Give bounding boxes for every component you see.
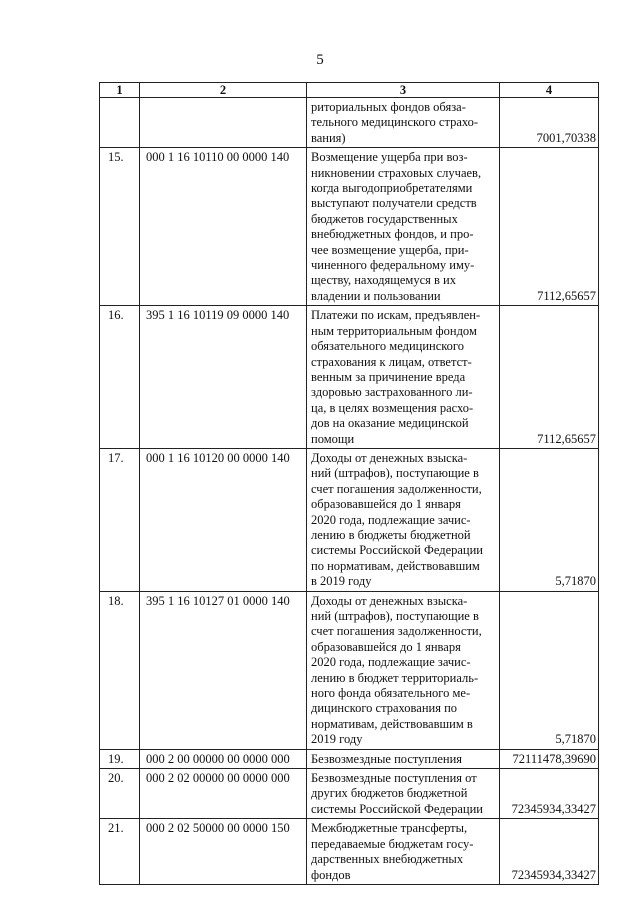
description-line: дицинского страхования по — [311, 701, 458, 716]
description-line: ществу, находящемуся в их — [311, 273, 456, 288]
amount: 72111478,39690 — [500, 749, 599, 768]
budget-code: 000 2 00 00000 00 0000 000 — [140, 749, 307, 768]
page-number: 5 — [316, 52, 324, 68]
description-line: вания) — [311, 130, 346, 145]
row-number — [100, 98, 140, 148]
description-line: передаваемые бюджетам госу- — [311, 836, 474, 851]
description-line: дов на оказание медицинской — [311, 416, 469, 431]
table-row — [100, 591, 599, 749]
description-line: Безвозмездные поступления — [311, 751, 463, 766]
description-line: системы Российской Федерации — [311, 543, 483, 558]
budget-code: 395 1 16 10119 09 0000 140 — [140, 306, 307, 449]
budget-code — [140, 98, 307, 148]
description-line: лению в бюджеты бюджетной — [311, 527, 471, 542]
description-line: бюджетов государственных — [311, 211, 458, 226]
revenue-description — [307, 819, 500, 885]
row-number: 18. — [100, 591, 140, 749]
description-line: дарственных внебюджетных — [311, 852, 464, 867]
revenue-description — [307, 591, 500, 749]
revenue-description — [307, 306, 500, 449]
description-line: венным за причинение вреда — [311, 369, 466, 384]
description-line: помощи — [311, 431, 355, 446]
description-line: фондов — [311, 867, 351, 882]
description-line: Безвозмездные поступления от — [311, 771, 477, 786]
column-header: 2 — [140, 83, 307, 98]
table-row — [100, 819, 599, 885]
description-line: здоровью застрахованного ли- — [311, 385, 473, 400]
amount: 5,71870 — [500, 591, 599, 749]
table-row — [100, 306, 599, 449]
description-line: Платежи по искам, предъявлен- — [311, 308, 481, 323]
description-line: ного фонда обязательного ме- — [311, 686, 471, 701]
column-header: 3 — [307, 83, 500, 98]
table-row — [100, 749, 599, 768]
revenue-description — [307, 148, 500, 306]
description-line: 2020 года, подлежащие зачис- — [311, 512, 471, 527]
description-line: Межбюджетные трансферты, — [311, 821, 468, 836]
description-line: образовавшейся до 1 января — [311, 497, 461, 512]
revenue-description — [307, 769, 500, 819]
row-number: 19. — [100, 749, 140, 768]
column-header: 1 — [100, 83, 140, 98]
description-line: образовавшейся до 1 января — [311, 639, 461, 654]
description-line: Доходы от денежных взыска- — [311, 450, 468, 465]
amount: 7112,65657 — [500, 148, 599, 306]
description-line: ным территориальным фондом — [311, 323, 477, 338]
revenue-description — [307, 98, 500, 148]
row-number: 17. — [100, 448, 140, 591]
description-line: выступают получатели средств — [311, 196, 477, 211]
budget-code: 000 2 02 50000 00 0000 150 — [140, 819, 307, 885]
amount: 72345934,33427 — [500, 769, 599, 819]
table-row — [100, 769, 599, 819]
row-number: 16. — [100, 306, 140, 449]
description-line: 2020 года, подлежащие зачис- — [311, 655, 471, 670]
column-header: 4 — [500, 83, 599, 98]
revenue-description — [307, 749, 500, 768]
budget-revenue-table — [99, 82, 599, 885]
amount: 7001,70338 — [500, 98, 599, 148]
description-line: нормативам, действовавшим в — [311, 716, 473, 731]
budget-code: 000 1 16 10110 00 0000 140 — [140, 148, 307, 306]
description-line: никновении страховых случаев, — [311, 165, 482, 180]
description-line: ний (штрафов), поступающие в — [311, 466, 479, 481]
row-number: 20. — [100, 769, 140, 819]
table-row — [100, 148, 599, 306]
table-row — [100, 98, 599, 148]
description-line: риториальных фондов обяза- — [311, 100, 466, 114]
description-line: ний (штрафов), поступающие в — [311, 609, 479, 623]
budget-code: 000 2 02 00000 00 0000 000 — [140, 769, 307, 819]
description-line: счет погашения задолженности, — [311, 624, 482, 639]
description-line: обязательного медицинского — [311, 339, 465, 354]
description-line: 2019 году — [311, 732, 363, 747]
row-number: 21. — [100, 819, 140, 885]
budget-code: 395 1 16 10127 01 0000 140 — [140, 591, 307, 749]
description-line: чее возмещение ущерба, при- — [311, 242, 469, 257]
budget-code: 000 1 16 10120 00 0000 140 — [140, 448, 307, 591]
amount: 7112,65657 — [500, 306, 599, 449]
amount: 5,71870 — [500, 448, 599, 591]
revenue-description — [307, 448, 500, 591]
description-line: по нормативам, действовавшим — [311, 558, 480, 573]
description-line: владении и пользовании — [311, 288, 441, 303]
description-line: системы Российской Федерации — [311, 801, 483, 816]
description-line: ца, в целях возмещения расхо- — [311, 400, 474, 415]
amount: 72345934,33427 — [500, 819, 599, 885]
row-number: 15. — [100, 148, 140, 306]
table-row — [100, 448, 599, 591]
description-line: страхования к лицам, ответст- — [311, 354, 472, 369]
table-header-row — [100, 83, 599, 98]
description-line: Доходы от денежных взыска- — [311, 593, 468, 608]
description-line: лению в бюджет территориаль- — [311, 670, 479, 685]
description-line: счет погашения задолженности, — [311, 481, 482, 496]
description-line: внебюджетных фондов, и про- — [311, 227, 474, 242]
description-line: тельного медицинского страхо- — [311, 115, 479, 130]
description-line: чиненного федеральному иму- — [311, 258, 475, 273]
description-line: когда выгодоприобретателями — [311, 181, 473, 196]
description-line: других бюджетов бюджетной — [311, 786, 468, 801]
description-line: Возмещение ущерба при воз- — [311, 150, 468, 165]
description-line: в 2019 году — [311, 574, 372, 589]
